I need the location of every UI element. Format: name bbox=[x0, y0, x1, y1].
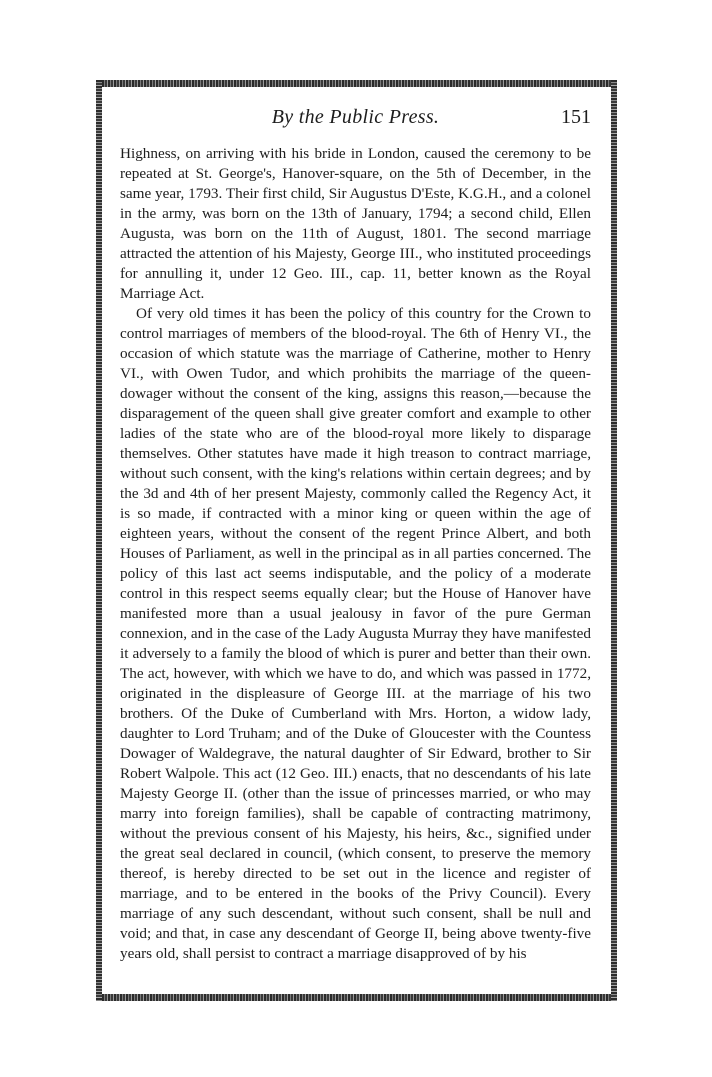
paragraph-1: Highness, on arriving with his bride in London, caused the ceremony to be repeated at St. George's, Hanover-square, on the 5th of December, in the same year, 1793. Their first child, Sir Augustus D'Este, K.G.H., and a colonel in the army, was born on the 13th of January, 1794; a second child, Ellen Augusta, was born on the 11th of August, 1801. The second marriage attracted the attention of his Majesty, George III., who instituted proceedings for annulling it, under 12 Geo. III., cap. 11, better known as the Royal Marriage Act. bbox=[120, 145, 591, 302]
bottom-border-rule bbox=[96, 994, 617, 1001]
left-border-rule bbox=[96, 80, 102, 1001]
running-head: By the Public Press. bbox=[271, 106, 440, 128]
page-header bbox=[120, 106, 591, 134]
paragraph-2: Of very old times it has been the policy of this country for the Crown to control marriages of members of the blood-royal. The 6th of Henry VI., the occasion of which statute was the marriage of Catherine, mother to Henry VI., with Owen Tudor, and which prohibits the marriage of the queen-dowager without the consent of the king, assigns this reason,—because the disparagement of the queen shall give greater comfort and example to other ladies of the state who are of the blood-royal more likely to disparage themselves. Other statutes have made it high treason to contract marriage, without such consent, with the king's relations within certain degrees; and by the 3d and 4th of her present Majesty, commonly called the Regency Act, it is so made, if contracted with a minor king or queen within the age of eighteen years, without the consent of the regent Prince Albert, and both Houses of Parliament, as well in the principal as in all parties concerned. The policy of this last act seems indisputable, and the policy of a moderate control in this respect seems equally clear; but the House of Hanover have manifested more than a usual jealousy in favor of the pure German connexion, and in the case of the Lady Augusta Murray they have manifested it adversely to a family the blood of which is purer and better than their own. The act, however, with which we have to do, and which was passed in 1772, originated in the displeasure of George III. at the marriage of his two brothers. Of the Duke of Cumberland with Mrs. Horton, a widow lady, daughter to Lord Truham; and of the Duke of Gloucester with the Countess Dowager of Waldegrave, the natural daughter of Sir Edward, brother to Sir Robert Walpole. This act (12 Geo. III.) enacts, that no descendants of his late Majesty George II. (other than the issue of princesses married, or who may marry into foreign families), shall be capable of contracting matrimony, without the previous consent of his Majesty, his heirs, &c., signified under the great seal declared in council, (which consent, to preserve the memory thereof, is hereby directed to be set out in the licence and register of marriage, and to be entered in the books of the Privy Council). Every marriage of any such descendant, without such consent, shall be null and void; and that, in case any descendant of George II, being above twenty-five years old, shall persist to contract a marriage disapproved of by his bbox=[120, 305, 591, 962]
page-frame bbox=[96, 80, 617, 1001]
right-border-rule bbox=[611, 80, 617, 1001]
top-border-rule bbox=[96, 80, 617, 87]
body-text bbox=[120, 144, 591, 964]
page-number: 151 bbox=[561, 106, 591, 128]
